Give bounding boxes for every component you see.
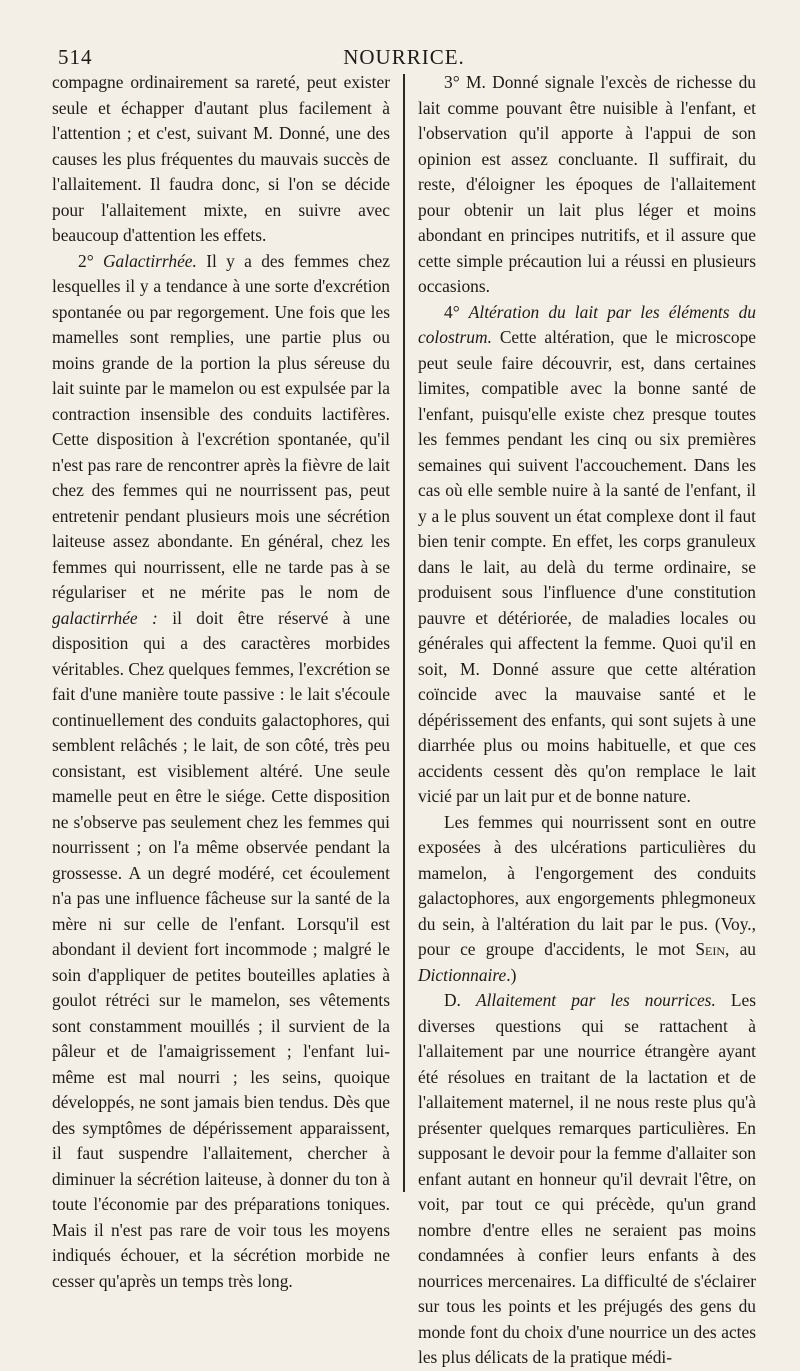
paragraph-galactirrhee <box>52 249 390 1295</box>
paragraph-text: , au <box>725 939 756 959</box>
section-number: 2° <box>78 250 103 271</box>
section-title: Allaitement par les nourrices. <box>475 990 716 1010</box>
running-title: NOURRICE. <box>343 45 465 69</box>
left-column <box>52 70 390 1291</box>
paragraph-text: il doit être réservé à une disposition qui a des caractères morbides véritables. Chez quelques femmes, l'excrétion se fait d'une manière toute passive : le lait s'écoule continuellement des conduits galactophores, qui semblent relâchés ; le lait, de son côté, très peu consistant, est visiblement altéré. Une seule mamelle peut en être le siége. Cette disposition ne s'observe pas seulement chez les femmes qui nourrissent ; on l'a même observée pendant la grossesse. A un degré modéré, cet écoulement n'a pas une influence fâcheuse sur la santé de la mère ni sur celle de l'enfant. Lorsqu'il est abondant il devient fort incommode ; malgré le soin d'appliquer de petites bouteilles aplaties à goulot rétréci sur le mamelon, ses vêtements sont constamment mouillés ; il survient de la pâleur et de l'amaigrissement ; l'enfant lui-même est mal nourri ; les seins, quoique développés, ne sont jamais bien tendus. Dès que des symptômes de dépérissement apparaissent, il faut suspendre l'allaitement, chercher à diminuer la sécrétion laiteuse, à donner du ton à toute l'économie par des préparations toniques. Mais il n'est pas rare de voir tous les moyens indiqués échouer, et la sécrétion morbide ne cesser qu'après un temps très long. <box>52 607 390 1291</box>
section-number: 4° <box>444 301 469 322</box>
paragraph-ulcerations <box>418 810 756 989</box>
paragraph-text: Les diverses questions qui se rattachent à l'allaitement par une nourrice étrangère ayant été résolues en traitant de la lactation et de l'allaitement maternel, il ne nous reste plus qu'à présenter quelques remarques particulières. En supposant le devoir pour la femme d'allaiter son enfant autant en honneur qu'il devrait l'être, on voit, par tout ce qui précède, qu'un grand nombre d'entre elles ne seraient pas moins condamnées à confier leurs enfants à des nourrices mercenaires. La difficulté de s'éclairer sur tous les points et les préjugés des gens du monde font du choix d'une nourrice un des actes les plus délicats de la pratique médi- <box>418 990 756 1367</box>
section-letter: D. <box>444 990 476 1010</box>
page-header <box>52 40 756 70</box>
page-number: 514 <box>58 45 93 69</box>
paragraph-text: Les femmes qui nourrissent sont en outre exposées à des ulcérations particulières du mamelon, à l'engorgement des conduits galactophores, aux engorgements phlegmoneux du sein, à l'altération du lait par le pus. (Voy., pour ce groupe d'accidents, le mot <box>418 811 756 959</box>
paragraph-richesse: 3° M. Donné signale l'excès de richesse du lait comme pouvant être nuisible à l'enfant, et l'observation qu'il apporte à l'appui de son opinion est assez concluante. Il suffirait, du reste, d'éloigner les époques de l'allaitement pour obtenir un lait plus léger et moins abondant en principes nutritifs, et il assure que cette simple précaution lui a réussi en plusieurs occasions. <box>418 72 756 296</box>
paragraph-continuation: compagne ordinairement sa rareté, peut exister seule et échapper d'autant plus facilement à l'attention ; et c'est, suivant M. Donné, une des causes les plus fréquentes du mauvais succès de l'allaitement. Il faudra donc, si l'on se décide pour l'allaitement mixte, en suivre avec beaucoup d'attention les effets. <box>52 72 390 245</box>
cross-reference-word: Sein <box>695 939 726 959</box>
paragraph-text: .) <box>506 964 517 985</box>
dictionary-reference: Dictionnaire <box>418 964 507 985</box>
section-title: Galactirrhée. <box>102 250 197 271</box>
paragraph-text: Il y a des femmes chez lesquelles il y a tendance à une sorte d'excrétion spontanée ou par regorgement. Une fois que les mamelles sont remplies, une partie plus ou moins grande de la portion la plus séreuse du lait suinte par le mamelon ou est expulsée par la contraction insensible des conduits lactifères. Cette disposition à l'excrétion spontanée, qu'il n'est pas rare de rencontrer après la fièvre de lait chez des femmes qui ne nourrissent pas, peut entretenir pendant plusieurs mois une sécrétion laiteuse assez abondante. En général, chez les femmes qui nourrissent, elle ne tarde pas à se régulariser et ne mérite pas le nom de <box>52 250 390 602</box>
paragraph-nourrices <box>418 988 756 1371</box>
section-title: Altération du lait par les éléments du colostrum. <box>418 301 756 347</box>
paragraph-text: Cette altération, que le microscope peut seule faire découvrir, est, dans certaines limites, compatible avec la bonne santé de l'enfant, puisqu'elle existe chez presque toutes les femmes pendant les cinq ou six premières semaines qui suivent l'accouchement. Dans les cas où elle semble nuire à la santé de l'enfant, il y a le plus souvent un état complexe dont il faut bien tenir compte. En effet, les corps granuleux dans le lait, au delà du terme ordinaire, se produisent sous l'influence d'une constitution pauvre et détériorée, de maladies locales ou générales qui affectent la femme. Quoi qu'il en soit, M. Donné assure que cette altération coïncide avec la mauvaise santé et le dépérissement des enfants, qui sont sujets à une diarrhée plus ou moins habituelle, et que ces accidents cessent dès qu'on remplace le lait vicié par un lait pur et de bonne nature. <box>418 327 756 806</box>
term-emphasis: galactirrhée : <box>52 607 158 628</box>
column-divider <box>403 74 405 1192</box>
right-column <box>418 70 756 1367</box>
two-column-body <box>52 70 756 1367</box>
paragraph-colostrum <box>418 300 756 810</box>
